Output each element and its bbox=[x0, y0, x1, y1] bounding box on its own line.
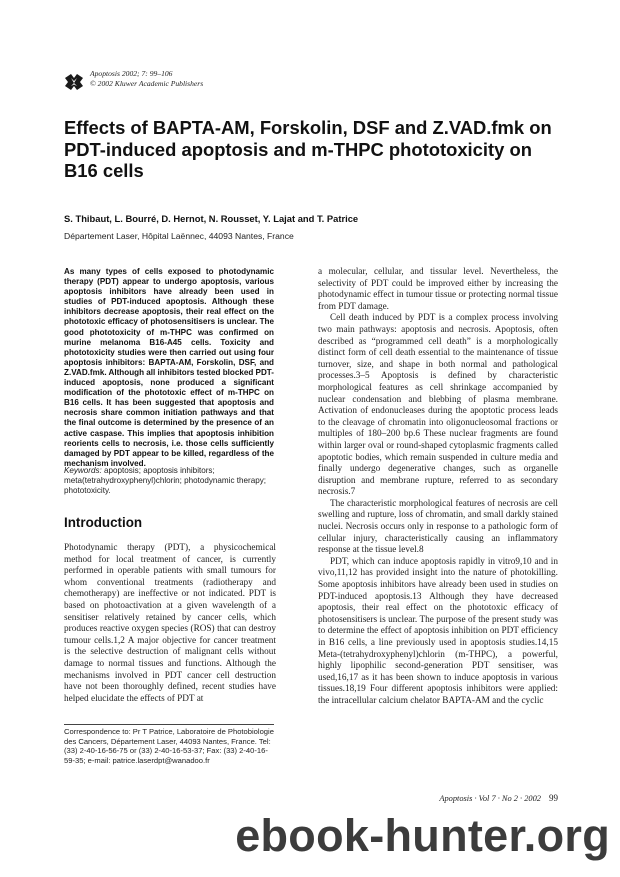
footer-journal: Apoptosis · Vol 7 · No 2 · 2002 bbox=[439, 794, 541, 803]
author-affiliation: Département Laser, Hôpital Laënnec, 44093 Nantes, France bbox=[64, 231, 294, 241]
correspondence-footnote: Correspondence to: Pr T Patrice, Laboratoire de Photobiologie des Cancers, Département Laser, 44093 Nantes, France. Tel: (33) 2-40-16-56-75 or (33) 2-40-16-53-37; Fax: (33) 2-40-16-59-35; e-mail: patrice.laserdpt@wanadoo.fr bbox=[64, 727, 274, 765]
section-heading-introduction: Introduction bbox=[64, 515, 143, 530]
watermark-link[interactable]: ebook-hunter.org bbox=[235, 810, 610, 861]
publisher-logo-icon bbox=[64, 72, 84, 92]
abstract: As many types of cells exposed to photodynamic therapy (PDT) appear to undergo apoptosis, various apoptosis inhibitors have already been used in studies of PDT-induced apoptosis. Although these inhibitors decrease apoptosis, their real effect on the phototoxic efficacy of photosensitisers is unclear. The good phototoxicity of m-THPC was confirmed on murine melanoma B16-A45 cells. Toxicity and phototoxicity studies were then carried out using four apoptosis inhibitors: BAPTA-AM, Forskolin, DSF, and Z.VAD.fmk. Although all inhibitors tested blocked PDT-induced apoptosis, none produced a significant modification of the phototoxic effect of m-THPC on B16 cells. It has been suggested that apoptosis and necrosis share common initiation pathways and that the final outcome is determined by the presence of an active caspase. This implies that apoptosis inhibition reorients cells to necrosis, i.e. those cells sufficiently damaged by PDT appear to be killed, regardless of the mechanism involved. bbox=[64, 267, 274, 468]
journal-info bbox=[90, 69, 203, 89]
journal-logo bbox=[64, 72, 84, 92]
body-paragraph-3: The characteristic morphological features of necrosis are cell swelling and rupture, loss of chromatin, and small darkly stained nuclei. Necrosis occurs only in response to a pathologic form of cellular injury, characteristically causing an inflammatory response at the tissue level.8 bbox=[318, 498, 558, 556]
introduction-body bbox=[64, 543, 276, 705]
journal-citation: Apoptosis 2002; 7: 99–106 bbox=[90, 69, 173, 78]
page-footer bbox=[390, 793, 558, 803]
introduction-paragraph: Photodynamic therapy (PDT), a physicochemical method for local treatment of cancer, is currently performed in operable patients with small tumours for whom conventional treatments (radiotherapy and chemotherapy) are ineffective or not indicated. PDT is based on photoactivation at a given wavelength of a sensitiser relatively retained by cancer cells, which produces reactive oxygen species (ROS) that can destroy tumour cells.1,2 A major objective for cancer treatment is the selective destruction of malignant cells without damage to normal tissues and functions. Although the mechanisms involved in PDT cancer cell destruction have not been thoroughly defined, recent studies have helped elucidate the effects of PDT at bbox=[64, 543, 276, 704]
keywords-label: Keywords: bbox=[64, 466, 102, 475]
author-list: S. Thibaut, L. Bourré, D. Hernot, N. Rousset, Y. Lajat and T. Patrice bbox=[64, 213, 359, 224]
body-paragraph-1: a molecular, cellular, and tissular level. Nevertheless, the selectivity of PDT could be improved either by increasing the photodynamic effect in tumour tissue or protecting normal tissue from PDT damage. bbox=[318, 267, 558, 312]
keywords-text: apoptosis; apoptosis inhibitors; meta(tetrahydroxyphenyl)chlorin; photodynamic therapy; phototoxicity. bbox=[64, 466, 266, 496]
body-paragraph-4: PDT, which can induce apoptosis rapidly in vitro9,10 and in vivo,11,12 has provided insight into the nature of photokilling. Some apoptosis inhibitors have already been used in studies on PDT-induced apoptosis.13 Although they have decreased apoptosis, their real effect on the phototoxic efficacy of photosensitisers is unclear. The purpose of the present study was to determine the effect of apoptosis inhibition on PDT efficiency in B16 cells, a line previously used in apoptosis studies.14,15 Meta-(tetrahydroxyphenyl)chlorin (m-THPC), a powerful, highly lipophilic second-generation PDT sensitiser, was used,16,17 as it has been shown to induce apoptosis in various tissues.18,19 Four different apoptosis inhibitors were applied: the intracellular calcium chelator BAPTA-AM and the cyclic bbox=[318, 556, 558, 706]
journal-copyright: © 2002 Kluwer Academic Publishers bbox=[90, 79, 204, 88]
article-title: Effects of BAPTA-AM, Forskolin, DSF and Z.VAD.fmk on PDT-induced apoptosis and m-THPC phototoxicity on B16 cells bbox=[64, 117, 552, 181]
page-number: 99 bbox=[549, 793, 558, 803]
keywords bbox=[64, 466, 274, 496]
footnote-divider bbox=[64, 724, 274, 725]
right-column-body bbox=[318, 267, 558, 708]
body-paragraph-2: Cell death induced by PDT is a complex process involving two main pathways: apoptosis and necrosis. Apoptosis, often described as “programmed cell death” is a morphologically distinct form of cell death essential to the maintenance of tissue turnover, size, and shape in both normal and pathological processes.3–5 Apoptosis is defined by characteristic morphological features as cell shrinkage accompanied by nuclear condensation and blebbing of plasma membrane. Activation of endonucleases during the apoptotic process leads to the cleavage of chromatin into oligonucleosomal fractions or multiples of 180–200 bp.6 These nuclear fragments are found within larger oval or round-shaped cytoplasmic fragments called apoptotic bodies, which remain suspended in culture media and finally undergo degenerative changes, such as organelle disruption and membrane rupture, referred to as secondary necrosis.7 bbox=[318, 313, 558, 498]
